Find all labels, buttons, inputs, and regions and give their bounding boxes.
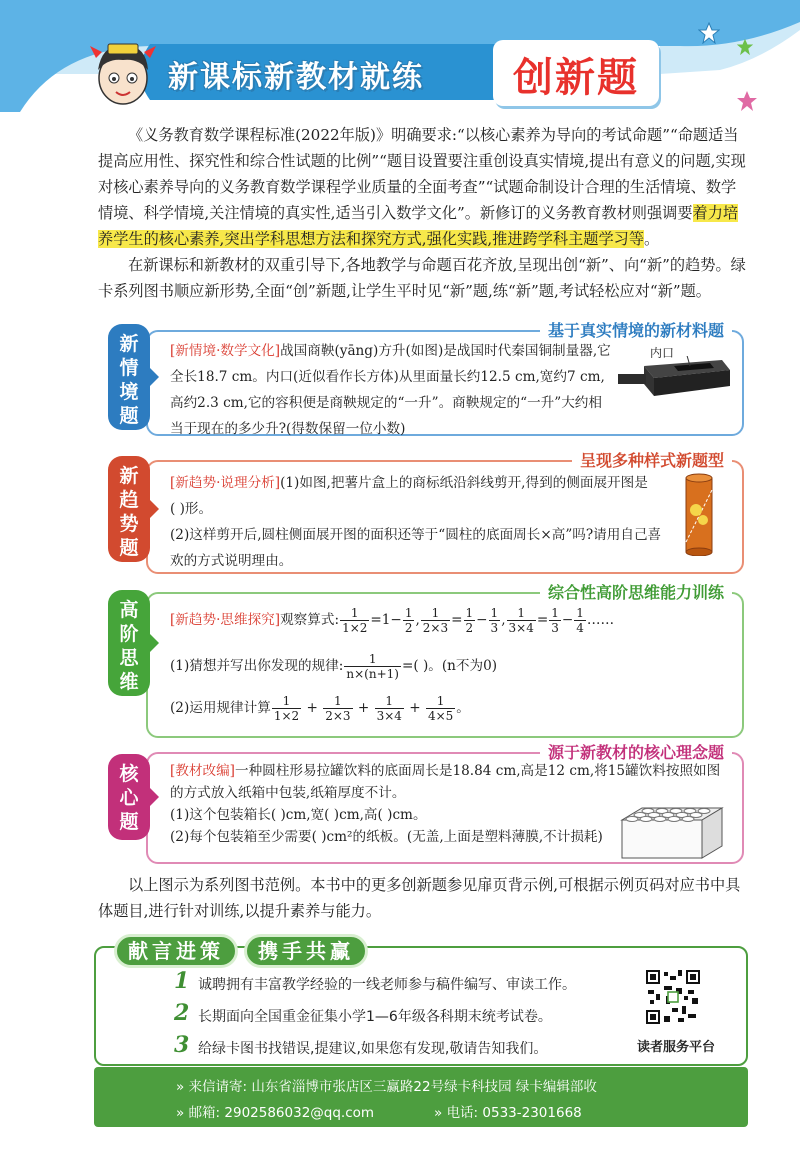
question-text: [新情境·数学文化]战国商鞅(yāng)方升(如图)是战国时代秦国铜制量器,它全长18.7 cm。内口(近似看作长方体)从里面量长约12.5 cm,宽约7 cm,高约2.3 cm,它的容积便是商鞅规定的“一升”。商鞅规定的“一升”大约相当于现在的多少升?(得数保留一位小数) [170, 343, 611, 437]
contribute-pill-2: 携手共赢 [244, 934, 368, 968]
footer-phone[interactable]: » 电话: 0533-2301668 [434, 1105, 582, 1121]
question-line-observe: [新趋势·思维探究]观察算式: $\frac{1}{1\times 2}$ =1− $\frac{1}{2}$ , $\frac{1}{2\times 3}$ = $\frac{1}{2}$ − $\frac{1}{3}$ , $\frac{1}{3\times 4}$ = $\frac{1}{3}$ − $\frac{1}{4}$ …… [170, 606, 615, 635]
item-number: 3 [174, 1032, 190, 1058]
contribute-pill-1: 献言进策 [114, 934, 238, 968]
header-badge-text: 创新题 [513, 55, 639, 101]
question-text: [新趋势·说理分析](1)如图,把薯片盒上的商标纸沿斜线剪开,得到的侧面展开图是 ( )形。 (2)这样剪开后,圆柱侧面展开图的面积还等于“圆柱的底面周长×高”吗?请用自己喜欢的方式说明理由。 [170, 475, 662, 569]
question-tag: [新趋势·说理分析] [170, 475, 281, 491]
example-block-new-trend [108, 448, 744, 576]
question-text: [教材改编]一种圆柱形易拉罐饮料的底面周长是18.84 cm,高是12 cm,将15罐饮料按照如图的方式放入纸箱中包装,纸箱厚度不计。 (1)这个包装箱长( )cm,宽( )cm,高( )cm。 (2)每个包装箱至少需要( )cm²的纸板。(无盖,上面是塑料薄膜,不计损耗) [170, 763, 721, 845]
block-label: 新 情 境 题 [108, 324, 150, 430]
fraction: $\frac{1}{2}$ [404, 606, 413, 635]
fraction: $\frac{1}{3}$ [490, 606, 499, 635]
block-label: 核 心 题 [108, 754, 150, 840]
footer-email[interactable]: » 邮箱: 2902586032@qq.com [176, 1105, 375, 1121]
header-title: 新课标新教材就练 [168, 60, 424, 95]
contribute-item: 2 长期面向全国重金征集小学1—6年级各科期末统考试卷。 [174, 1000, 552, 1026]
fraction: $\frac{1}{n\times(n+1)}$ [346, 652, 399, 681]
fraction: $\frac{1}{3\times 4}$ [508, 606, 534, 635]
double-arrow-icon: » [434, 1105, 443, 1121]
question-line-2: (2)运用规律计算 $\frac{1}{1\times 2}$ + $\frac{1}{2\times 3}$ + $\frac{1}{3\times 4}$ + $\frac{1}{4\times 5}$ 。 [170, 694, 470, 723]
fraction: $\frac{1}{4\times 5}$ [427, 694, 454, 723]
fraction: $\frac{1}{1\times 2}$ [342, 606, 368, 635]
contribute-item: 1 诚聘拥有丰富教学经验的一线老师参与稿件编写、审读工作。 [174, 968, 576, 994]
double-arrow-icon: » [176, 1105, 185, 1121]
bronze-measure-illustration [614, 356, 732, 400]
intro-text-end: 。 [644, 230, 660, 248]
outro-paragraph: 以上图示为系列图书范例。本书中的更多创新题参见扉页背示例,可根据示例页码对应书中具体题目,进行针对训练,以提升素养与能力。 [98, 876, 741, 920]
qr-caption: 读者服务平台 [636, 1040, 715, 1055]
fraction: $\frac{1}{2\times 3}$ [422, 606, 449, 635]
intro-text: 《义务教育数学课程标准(2022年版)》明确要求:“以核心素养为导向的考试命题”“命题适当提高应用性、探究性和综合性试题的比例”“题目设置要注重创设真实情境,提出有意义的问题,实现对核心素养导向的义务教育数学课程学业质量的全面考查”“试题命制设计合理的生活情境、数学情境、科学情境,关注情境的真实性,适当引入数学文化”。新修订的义务教育教材则强调要 [98, 126, 746, 222]
header-badge [493, 40, 659, 106]
mascot-illustration [88, 38, 158, 110]
intro-highlight: 着力培养学生的核心素养,突出学科思想方法和探究方式,强化实践,推进跨学科主题学习等 [98, 204, 739, 248]
block-title: 呈现多种样式新题型 [572, 448, 732, 471]
fraction: $\frac{1}{4}$ [576, 606, 584, 635]
fraction: $\frac{1}{1\times 2}$ [273, 694, 300, 723]
box-of-cans-illustration [620, 804, 724, 860]
fraction: $\frac{1}{3\times 4}$ [376, 694, 402, 723]
block-title: 综合性高阶思维能力训练 [540, 580, 732, 603]
figure-label: 内口 [650, 346, 675, 360]
example-block-higher-order [108, 580, 744, 740]
intro-paragraph-2: 在新课标和新教材的双重引导下,各地教学与命题百花齐放,呈现出创“新”、向“新”的趋势。绿卡系列图书顺应新形势,全面“创”新题,让学生平时见“新”题,练“新”题,考试轻松应对“新”题。 [98, 256, 746, 300]
qr-code[interactable] [644, 968, 702, 1026]
example-block-core-concept [108, 738, 744, 866]
fraction: $\frac{1}{2}$ [465, 606, 474, 635]
intro-paragraph-1 [98, 122, 748, 252]
block-label: 高 阶 思 维 [108, 590, 150, 696]
fraction: $\frac{1}{3}$ [551, 606, 559, 635]
chip-canister-illustration [684, 472, 714, 556]
block-label: 新 趋 势 题 [108, 456, 150, 562]
question-tag: [新趋势·思维探究] [170, 612, 281, 628]
example-block-new-context [108, 316, 744, 438]
question-tag: [新情境·数学文化] [170, 343, 281, 359]
question-line-1: (1)猜想并写出你发现的规律: $\frac{1}{n\times(n+1)}$ =( )。(n不为0) [170, 652, 498, 681]
star-icon [736, 38, 754, 56]
item-number: 2 [174, 1000, 190, 1026]
star-icon [736, 90, 758, 112]
double-arrow-icon: » [176, 1079, 185, 1095]
block-title: 基于真实情境的新材料题 [540, 318, 732, 341]
star-icon [698, 22, 720, 44]
block-title: 源于新教材的核心理念题 [540, 740, 732, 763]
footer-bar [94, 1067, 748, 1127]
fraction: $\frac{1}{2\times 3}$ [325, 694, 351, 723]
contribute-item: 3 给绿卡图书找错误,提建议,如果您有发现,敬请告知我们。 [174, 1032, 548, 1058]
footer-address: » 来信请寄: 山东省淄博市张店区三赢路22号绿卡科技园 绿卡编辑部收 [176, 1079, 597, 1095]
item-number: 1 [174, 968, 190, 994]
question-tag: [教材改编] [170, 763, 235, 779]
